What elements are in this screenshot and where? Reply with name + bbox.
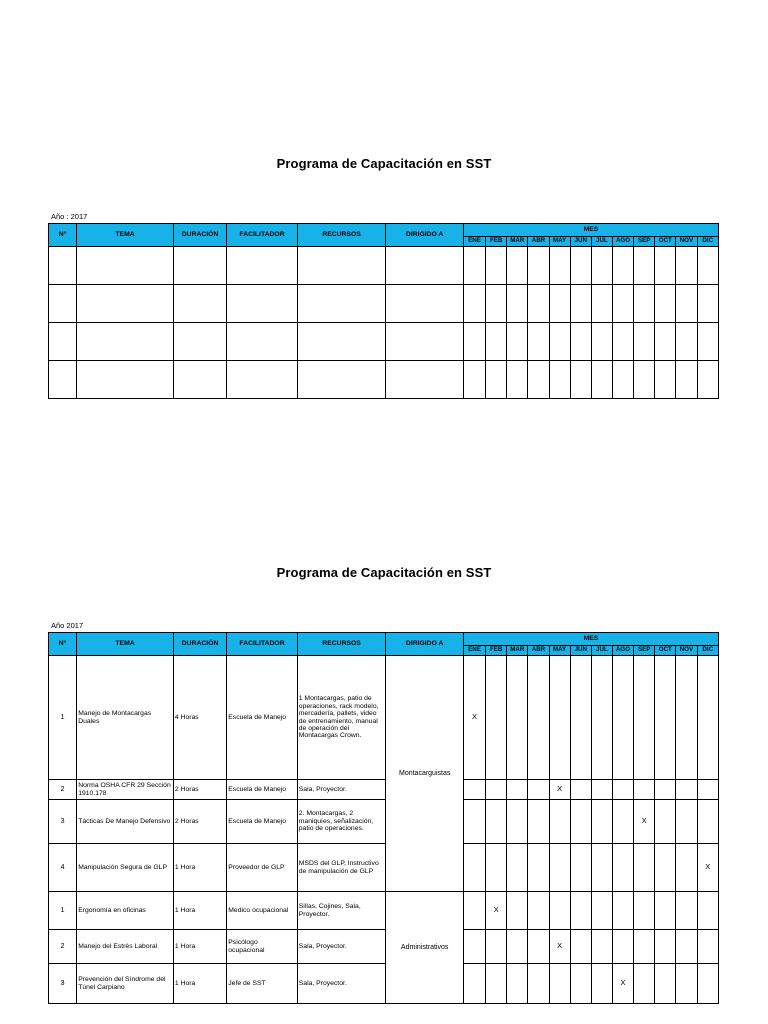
month-cell-jul bbox=[591, 656, 612, 780]
header-month-ago: AGO bbox=[612, 237, 633, 247]
empty-cell bbox=[507, 323, 528, 361]
empty-cell bbox=[463, 285, 485, 323]
header-month-dic: DIC bbox=[697, 646, 719, 656]
month-cell-oct bbox=[655, 892, 676, 930]
month-cell-abr bbox=[528, 930, 549, 964]
empty-cell bbox=[173, 285, 226, 323]
empty-cell bbox=[570, 323, 591, 361]
table-row bbox=[49, 285, 719, 323]
row-tema: Ergonomía en oficinas bbox=[77, 892, 174, 930]
header-month-mar: MAR bbox=[507, 237, 528, 247]
empty-cell bbox=[386, 323, 464, 361]
month-cell-abr bbox=[528, 800, 549, 844]
empty-cell bbox=[697, 247, 719, 285]
empty-cell bbox=[297, 285, 386, 323]
empty-cell bbox=[386, 285, 464, 323]
table-row bbox=[49, 247, 719, 285]
month-cell-may: X bbox=[549, 930, 570, 964]
header-month-ago: AGO bbox=[612, 646, 633, 656]
row-facilitador: Escuela de Manejo bbox=[227, 656, 298, 780]
header-tema: TEMA bbox=[77, 633, 174, 656]
header-month-jun: JUN bbox=[570, 237, 591, 247]
empty-cell bbox=[77, 323, 174, 361]
empty-cell bbox=[655, 247, 676, 285]
empty-cell bbox=[634, 361, 655, 399]
month-cell-dic bbox=[697, 930, 719, 964]
month-cell-nov bbox=[676, 656, 697, 780]
empty-cell bbox=[173, 247, 226, 285]
header-month-dic: DIC bbox=[697, 237, 719, 247]
header-month-abr: ABR bbox=[528, 237, 549, 247]
training-schedule-table bbox=[48, 632, 719, 1004]
header-recursos: RECURSOS bbox=[297, 224, 386, 247]
header-num: N° bbox=[49, 633, 77, 656]
header-recursos: RECURSOS bbox=[297, 633, 386, 656]
table-row bbox=[49, 656, 719, 780]
empty-cell bbox=[507, 247, 528, 285]
month-cell-oct bbox=[655, 656, 676, 780]
month-cell-nov bbox=[676, 844, 697, 892]
month-cell-nov bbox=[676, 800, 697, 844]
empty-cell bbox=[655, 361, 676, 399]
month-cell-jul bbox=[591, 930, 612, 964]
empty-cell bbox=[77, 247, 174, 285]
month-cell-ene bbox=[463, 930, 485, 964]
empty-cell bbox=[697, 361, 719, 399]
month-cell-nov bbox=[676, 930, 697, 964]
month-cell-abr bbox=[528, 780, 549, 800]
empty-cell bbox=[49, 285, 77, 323]
month-cell-ene bbox=[463, 800, 485, 844]
header-month-ene: ENE bbox=[463, 237, 485, 247]
month-cell-mar bbox=[507, 800, 528, 844]
header-mes: MES bbox=[463, 224, 718, 237]
empty-cell bbox=[297, 247, 386, 285]
empty-cell bbox=[77, 361, 174, 399]
row-duracion: 2 Horas bbox=[173, 800, 226, 844]
page-title-bottom: Programa de Capacitación en SST bbox=[276, 565, 492, 580]
month-cell-nov bbox=[676, 892, 697, 930]
header-facilitador: FACILITADOR bbox=[227, 224, 298, 247]
row-recursos: Sala, Proyector. bbox=[297, 930, 386, 964]
year-label-bottom: Año 2017 bbox=[51, 621, 84, 630]
month-cell-abr bbox=[528, 964, 549, 1004]
row-recursos: 2. Montacargas, 2 maniquíes, señalización, patio de operaciones. bbox=[297, 800, 386, 844]
empty-cell bbox=[386, 247, 464, 285]
empty-cell bbox=[227, 361, 298, 399]
header-dirigido: DIRIGIDO A bbox=[386, 633, 464, 656]
month-cell-mar bbox=[507, 844, 528, 892]
empty-cell bbox=[297, 361, 386, 399]
month-cell-ene bbox=[463, 780, 485, 800]
empty-cell bbox=[49, 323, 77, 361]
empty-cell bbox=[463, 247, 485, 285]
empty-cell bbox=[77, 285, 174, 323]
row-duracion: 4 Horas bbox=[173, 656, 226, 780]
month-cell-feb bbox=[486, 964, 507, 1004]
header-dirigido: DIRIGIDO A bbox=[386, 224, 464, 247]
empty-cell bbox=[655, 323, 676, 361]
row-number: 4 bbox=[49, 844, 77, 892]
header-month-mar: MAR bbox=[507, 646, 528, 656]
month-cell-ago bbox=[612, 844, 633, 892]
row-duracion: 1 Hora bbox=[173, 964, 226, 1004]
empty-cell bbox=[486, 285, 507, 323]
table-row bbox=[49, 323, 719, 361]
row-duracion: 1 Hora bbox=[173, 892, 226, 930]
table-row bbox=[49, 844, 719, 892]
month-cell-dic: X bbox=[697, 844, 719, 892]
month-cell-ago bbox=[612, 892, 633, 930]
month-cell-sep bbox=[634, 844, 655, 892]
month-cell-ago bbox=[612, 800, 633, 844]
empty-cell bbox=[463, 361, 485, 399]
month-cell-dic bbox=[697, 964, 719, 1004]
row-facilitador: Medico ocupacional bbox=[227, 892, 298, 930]
empty-cell bbox=[612, 361, 633, 399]
header-month-feb: FEB bbox=[486, 646, 507, 656]
month-cell-sep bbox=[634, 780, 655, 800]
header-month-jul: JUL bbox=[591, 646, 612, 656]
header-month-sep: SEP bbox=[634, 646, 655, 656]
month-cell-mar bbox=[507, 964, 528, 1004]
month-cell-oct bbox=[655, 964, 676, 1004]
empty-cell bbox=[549, 285, 570, 323]
table-row bbox=[49, 964, 719, 1004]
month-cell-jun bbox=[570, 964, 591, 1004]
empty-cell bbox=[634, 247, 655, 285]
row-duracion: 2 Horas bbox=[173, 780, 226, 800]
empty-cell bbox=[634, 323, 655, 361]
header-month-nov: NOV bbox=[676, 646, 697, 656]
row-facilitador: Escuela de Manejo bbox=[227, 800, 298, 844]
month-cell-jul bbox=[591, 780, 612, 800]
empty-cell bbox=[528, 247, 549, 285]
header-tema: TEMA bbox=[77, 224, 174, 247]
empty-cell bbox=[676, 247, 697, 285]
empty-cell bbox=[549, 323, 570, 361]
row-recursos: MSDS del GLP, Instructivo de manipulación de GLP bbox=[297, 844, 386, 892]
month-cell-mar bbox=[507, 930, 528, 964]
empty-cell bbox=[591, 247, 612, 285]
month-cell-may: X bbox=[549, 780, 570, 800]
header-mes: MES bbox=[463, 633, 718, 646]
empty-cell bbox=[570, 247, 591, 285]
empty-cell bbox=[528, 361, 549, 399]
empty-cell bbox=[570, 361, 591, 399]
month-cell-ene bbox=[463, 892, 485, 930]
empty-cell bbox=[297, 323, 386, 361]
row-tema: Manejo del Estrés Laboral bbox=[77, 930, 174, 964]
empty-cell bbox=[612, 323, 633, 361]
empty-cell bbox=[528, 323, 549, 361]
table-row bbox=[49, 361, 719, 399]
row-recursos: Sillas, Cojines, Sala, Proyector. bbox=[297, 892, 386, 930]
empty-cell bbox=[227, 247, 298, 285]
empty-cell bbox=[49, 361, 77, 399]
header-month-may: MAY bbox=[549, 237, 570, 247]
month-cell-jul bbox=[591, 800, 612, 844]
month-cell-nov bbox=[676, 780, 697, 800]
month-cell-sep bbox=[634, 930, 655, 964]
month-cell-may bbox=[549, 800, 570, 844]
month-cell-jun bbox=[570, 656, 591, 780]
row-recursos: Sala, Proyector. bbox=[297, 780, 386, 800]
empty-cell bbox=[173, 323, 226, 361]
row-tema: Manipulación Segura de GLP bbox=[77, 844, 174, 892]
month-cell-sep: X bbox=[634, 800, 655, 844]
table-row bbox=[49, 892, 719, 930]
month-cell-feb bbox=[486, 800, 507, 844]
month-cell-nov bbox=[676, 964, 697, 1004]
row-facilitador: Proveedor de GLP bbox=[227, 844, 298, 892]
empty-cell bbox=[591, 361, 612, 399]
year-label-top: Año : 2017 bbox=[51, 212, 88, 221]
month-cell-ene: X bbox=[463, 656, 485, 780]
row-facilitador: Escuela de Manejo bbox=[227, 780, 298, 800]
row-recursos: Sala, Proyector. bbox=[297, 964, 386, 1004]
empty-cell bbox=[173, 361, 226, 399]
month-cell-ago bbox=[612, 780, 633, 800]
empty-cell bbox=[227, 323, 298, 361]
header-month-feb: FEB bbox=[486, 237, 507, 247]
empty-cell bbox=[612, 285, 633, 323]
row-number: 1 bbox=[49, 656, 77, 780]
empty-cell bbox=[591, 323, 612, 361]
empty-cell bbox=[507, 285, 528, 323]
month-cell-ago bbox=[612, 930, 633, 964]
header-month-ene: ENE bbox=[463, 646, 485, 656]
header-month-oct: OCT bbox=[655, 646, 676, 656]
empty-cell bbox=[386, 361, 464, 399]
row-facilitador: Jefe de SST bbox=[227, 964, 298, 1004]
month-cell-may bbox=[549, 844, 570, 892]
month-cell-abr bbox=[528, 844, 549, 892]
month-cell-feb bbox=[486, 930, 507, 964]
month-cell-ago: X bbox=[612, 964, 633, 1004]
empty-cell bbox=[549, 361, 570, 399]
month-cell-abr bbox=[528, 892, 549, 930]
row-number: 3 bbox=[49, 964, 77, 1004]
row-number: 3 bbox=[49, 800, 77, 844]
row-number: 2 bbox=[49, 930, 77, 964]
month-cell-dic bbox=[697, 780, 719, 800]
row-number: 2 bbox=[49, 780, 77, 800]
header-month-sep: SEP bbox=[634, 237, 655, 247]
month-cell-mar bbox=[507, 892, 528, 930]
month-cell-sep bbox=[634, 892, 655, 930]
row-dirigido: Administrativos bbox=[386, 892, 464, 1004]
month-cell-may bbox=[549, 964, 570, 1004]
empty-cell bbox=[612, 247, 633, 285]
header-facilitador: FACILITADOR bbox=[227, 633, 298, 656]
month-cell-ago bbox=[612, 656, 633, 780]
empty-cell bbox=[486, 247, 507, 285]
month-cell-feb bbox=[486, 780, 507, 800]
empty-cell bbox=[49, 247, 77, 285]
empty-cell bbox=[591, 285, 612, 323]
month-cell-dic bbox=[697, 892, 719, 930]
month-cell-jun bbox=[570, 780, 591, 800]
empty-cell bbox=[486, 361, 507, 399]
empty-cell bbox=[655, 285, 676, 323]
month-cell-mar bbox=[507, 656, 528, 780]
month-cell-jun bbox=[570, 800, 591, 844]
row-duracion: 1 Hora bbox=[173, 844, 226, 892]
row-dirigido: Montacarguistas bbox=[386, 656, 464, 892]
month-cell-jul bbox=[591, 844, 612, 892]
month-cell-feb bbox=[486, 844, 507, 892]
row-recursos: 1 Montacargas, patio de operaciones, rack modelo, mercadería, pallets, video de entrenamiento, manual de operación del Montacargas Crown. bbox=[297, 656, 386, 780]
month-cell-jun bbox=[570, 930, 591, 964]
month-cell-jun bbox=[570, 892, 591, 930]
empty-cell bbox=[697, 285, 719, 323]
month-cell-oct bbox=[655, 780, 676, 800]
empty-cell bbox=[507, 361, 528, 399]
row-tema: Tácticas De Manejo Defensivo bbox=[77, 800, 174, 844]
empty-cell bbox=[227, 285, 298, 323]
empty-cell bbox=[528, 285, 549, 323]
month-cell-oct bbox=[655, 844, 676, 892]
row-tema: Norma OSHA CFR 29 Sección 1910.178 bbox=[77, 780, 174, 800]
row-facilitador: Psicólogo ocupacional bbox=[227, 930, 298, 964]
table-row bbox=[49, 800, 719, 844]
month-cell-jul bbox=[591, 964, 612, 1004]
month-cell-feb: X bbox=[486, 892, 507, 930]
header-month-oct: OCT bbox=[655, 237, 676, 247]
row-number: 1 bbox=[49, 892, 77, 930]
training-schedule-template-table bbox=[48, 223, 719, 399]
month-cell-may bbox=[549, 892, 570, 930]
empty-cell bbox=[486, 323, 507, 361]
month-cell-mar bbox=[507, 780, 528, 800]
month-cell-sep bbox=[634, 964, 655, 1004]
header-month-jul: JUL bbox=[591, 237, 612, 247]
month-cell-sep bbox=[634, 656, 655, 780]
page-title-top: Programa de Capacitación en SST bbox=[276, 156, 492, 171]
month-cell-ene bbox=[463, 844, 485, 892]
row-duracion: 1 Hora bbox=[173, 930, 226, 964]
month-cell-oct bbox=[655, 930, 676, 964]
month-cell-dic bbox=[697, 656, 719, 780]
header-duracion: DURACIÓN bbox=[173, 224, 226, 247]
month-cell-abr bbox=[528, 656, 549, 780]
empty-cell bbox=[549, 247, 570, 285]
month-cell-feb bbox=[486, 656, 507, 780]
empty-cell bbox=[463, 323, 485, 361]
month-cell-ene bbox=[463, 964, 485, 1004]
row-tema: Manejo de Montacargas Duales bbox=[77, 656, 174, 780]
empty-cell bbox=[697, 323, 719, 361]
header-duracion: DURACIÓN bbox=[173, 633, 226, 656]
empty-cell bbox=[676, 361, 697, 399]
header-num: N° bbox=[49, 224, 77, 247]
empty-cell bbox=[676, 323, 697, 361]
month-cell-dic bbox=[697, 800, 719, 844]
row-tema: Prevención del Síndrome del Túnel Carpiano bbox=[77, 964, 174, 1004]
table-row bbox=[49, 780, 719, 800]
header-month-nov: NOV bbox=[676, 237, 697, 247]
header-month-jun: JUN bbox=[570, 646, 591, 656]
table-row bbox=[49, 930, 719, 964]
month-cell-oct bbox=[655, 800, 676, 844]
header-month-may: MAY bbox=[549, 646, 570, 656]
empty-cell bbox=[634, 285, 655, 323]
empty-cell bbox=[570, 285, 591, 323]
empty-cell bbox=[676, 285, 697, 323]
month-cell-jun bbox=[570, 844, 591, 892]
month-cell-may bbox=[549, 656, 570, 780]
header-month-abr: ABR bbox=[528, 646, 549, 656]
month-cell-jul bbox=[591, 892, 612, 930]
